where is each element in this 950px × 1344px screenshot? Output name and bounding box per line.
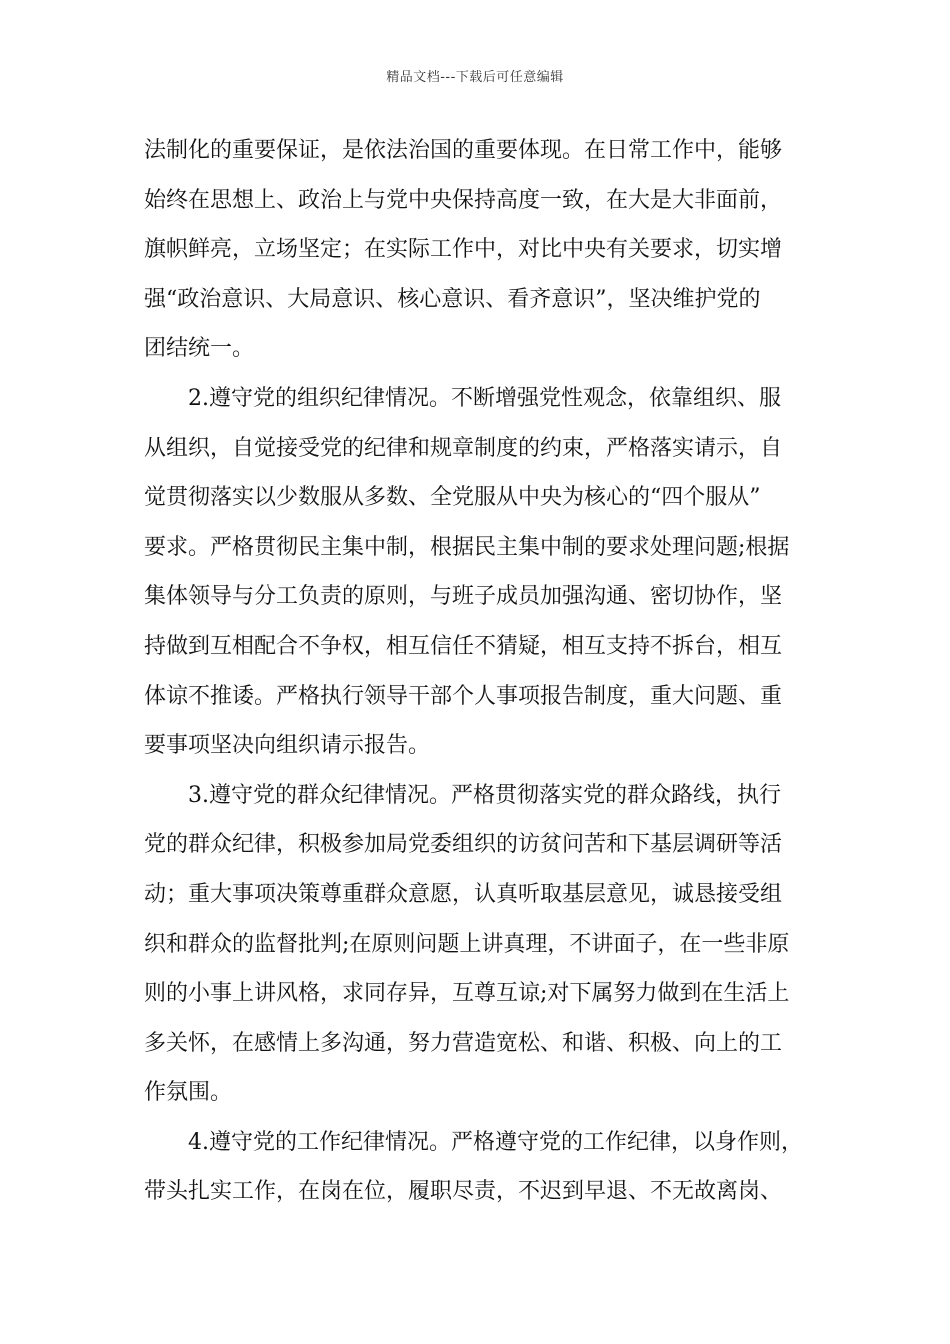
text-line: 强“政治意识、大局意识、核心意识、看齐意识”，坚决维护党的 <box>144 286 761 312</box>
text-line: 要事项坚决向组织请示报告。 <box>144 733 431 759</box>
text-line: 作氛围。 <box>144 1080 233 1106</box>
text-line: 多关怀，在感情上多沟通，努力营造宽松、和谐、积极、向上的工 <box>144 1030 783 1056</box>
text-line: 要求。严格贯彻民主集中制，根据民主集中制的要求处理问题;根据 <box>144 534 790 560</box>
text-line: 4.遵守党的工作纪律情况。严格遵守党的工作纪律，以身作则， <box>144 1129 803 1155</box>
text-line: 从组织，自觉接受党的纪律和规章制度的约束，严格落实请示，自 <box>144 435 783 461</box>
text-line: 党的群众纪律，积极参加局党委组织的访贫问苦和下基层调研等活 <box>144 832 783 858</box>
text-line: 持做到互相配合不争权，相互信任不猜疑，相互支持不拆台，相互 <box>144 633 783 659</box>
text-line: 旗帜鲜亮，立场坚定；在实际工作中，对比中央有关要求，切实增 <box>144 237 783 263</box>
text-line: 动；重大事项决策尊重群众意愿，认真听取基层意见，诚恳接受组 <box>144 881 783 907</box>
text-line: 体谅不推诿。严格执行领导干部个人事项报告制度，重大问题、重 <box>144 683 783 709</box>
text-line: 始终在思想上、政治上与党中央保持高度一致，在大是大非面前， <box>144 187 783 213</box>
text-line: 则的小事上讲风格，求同存异，互尊互谅;对下属努力做到在生活上 <box>144 981 790 1007</box>
text-line: 法制化的重要保证，是依法治国的重要体现。在日常工作中，能够 <box>144 138 783 163</box>
text-line: 团结统一。 <box>144 336 255 362</box>
body-text <box>144 126 824 1217</box>
text-line: 集体领导与分工负责的原则，与班子成员加强沟通、密切协作，坚 <box>144 584 783 610</box>
text-line: 觉贯彻落实以少数服从多数、全党服从中央为核心的“四个服从” <box>144 485 761 511</box>
text-line: 带头扎实工作，在岗在位，履职尽责，不迟到早退、不无故离岗、 <box>144 1179 783 1205</box>
text-line: 2.遵守党的组织纪律情况。不断增强党性观念，依靠组织、服 <box>144 385 781 411</box>
text-line: 织和群众的监督批判;在原则问题上讲真理，不讲面子，在一些非原 <box>144 931 790 957</box>
text-line: 3.遵守党的群众纪律情况。严格贯彻落实党的群众路线，执行 <box>144 782 781 808</box>
page-header: 精品文档---下载后可任意编辑 <box>386 70 564 85</box>
